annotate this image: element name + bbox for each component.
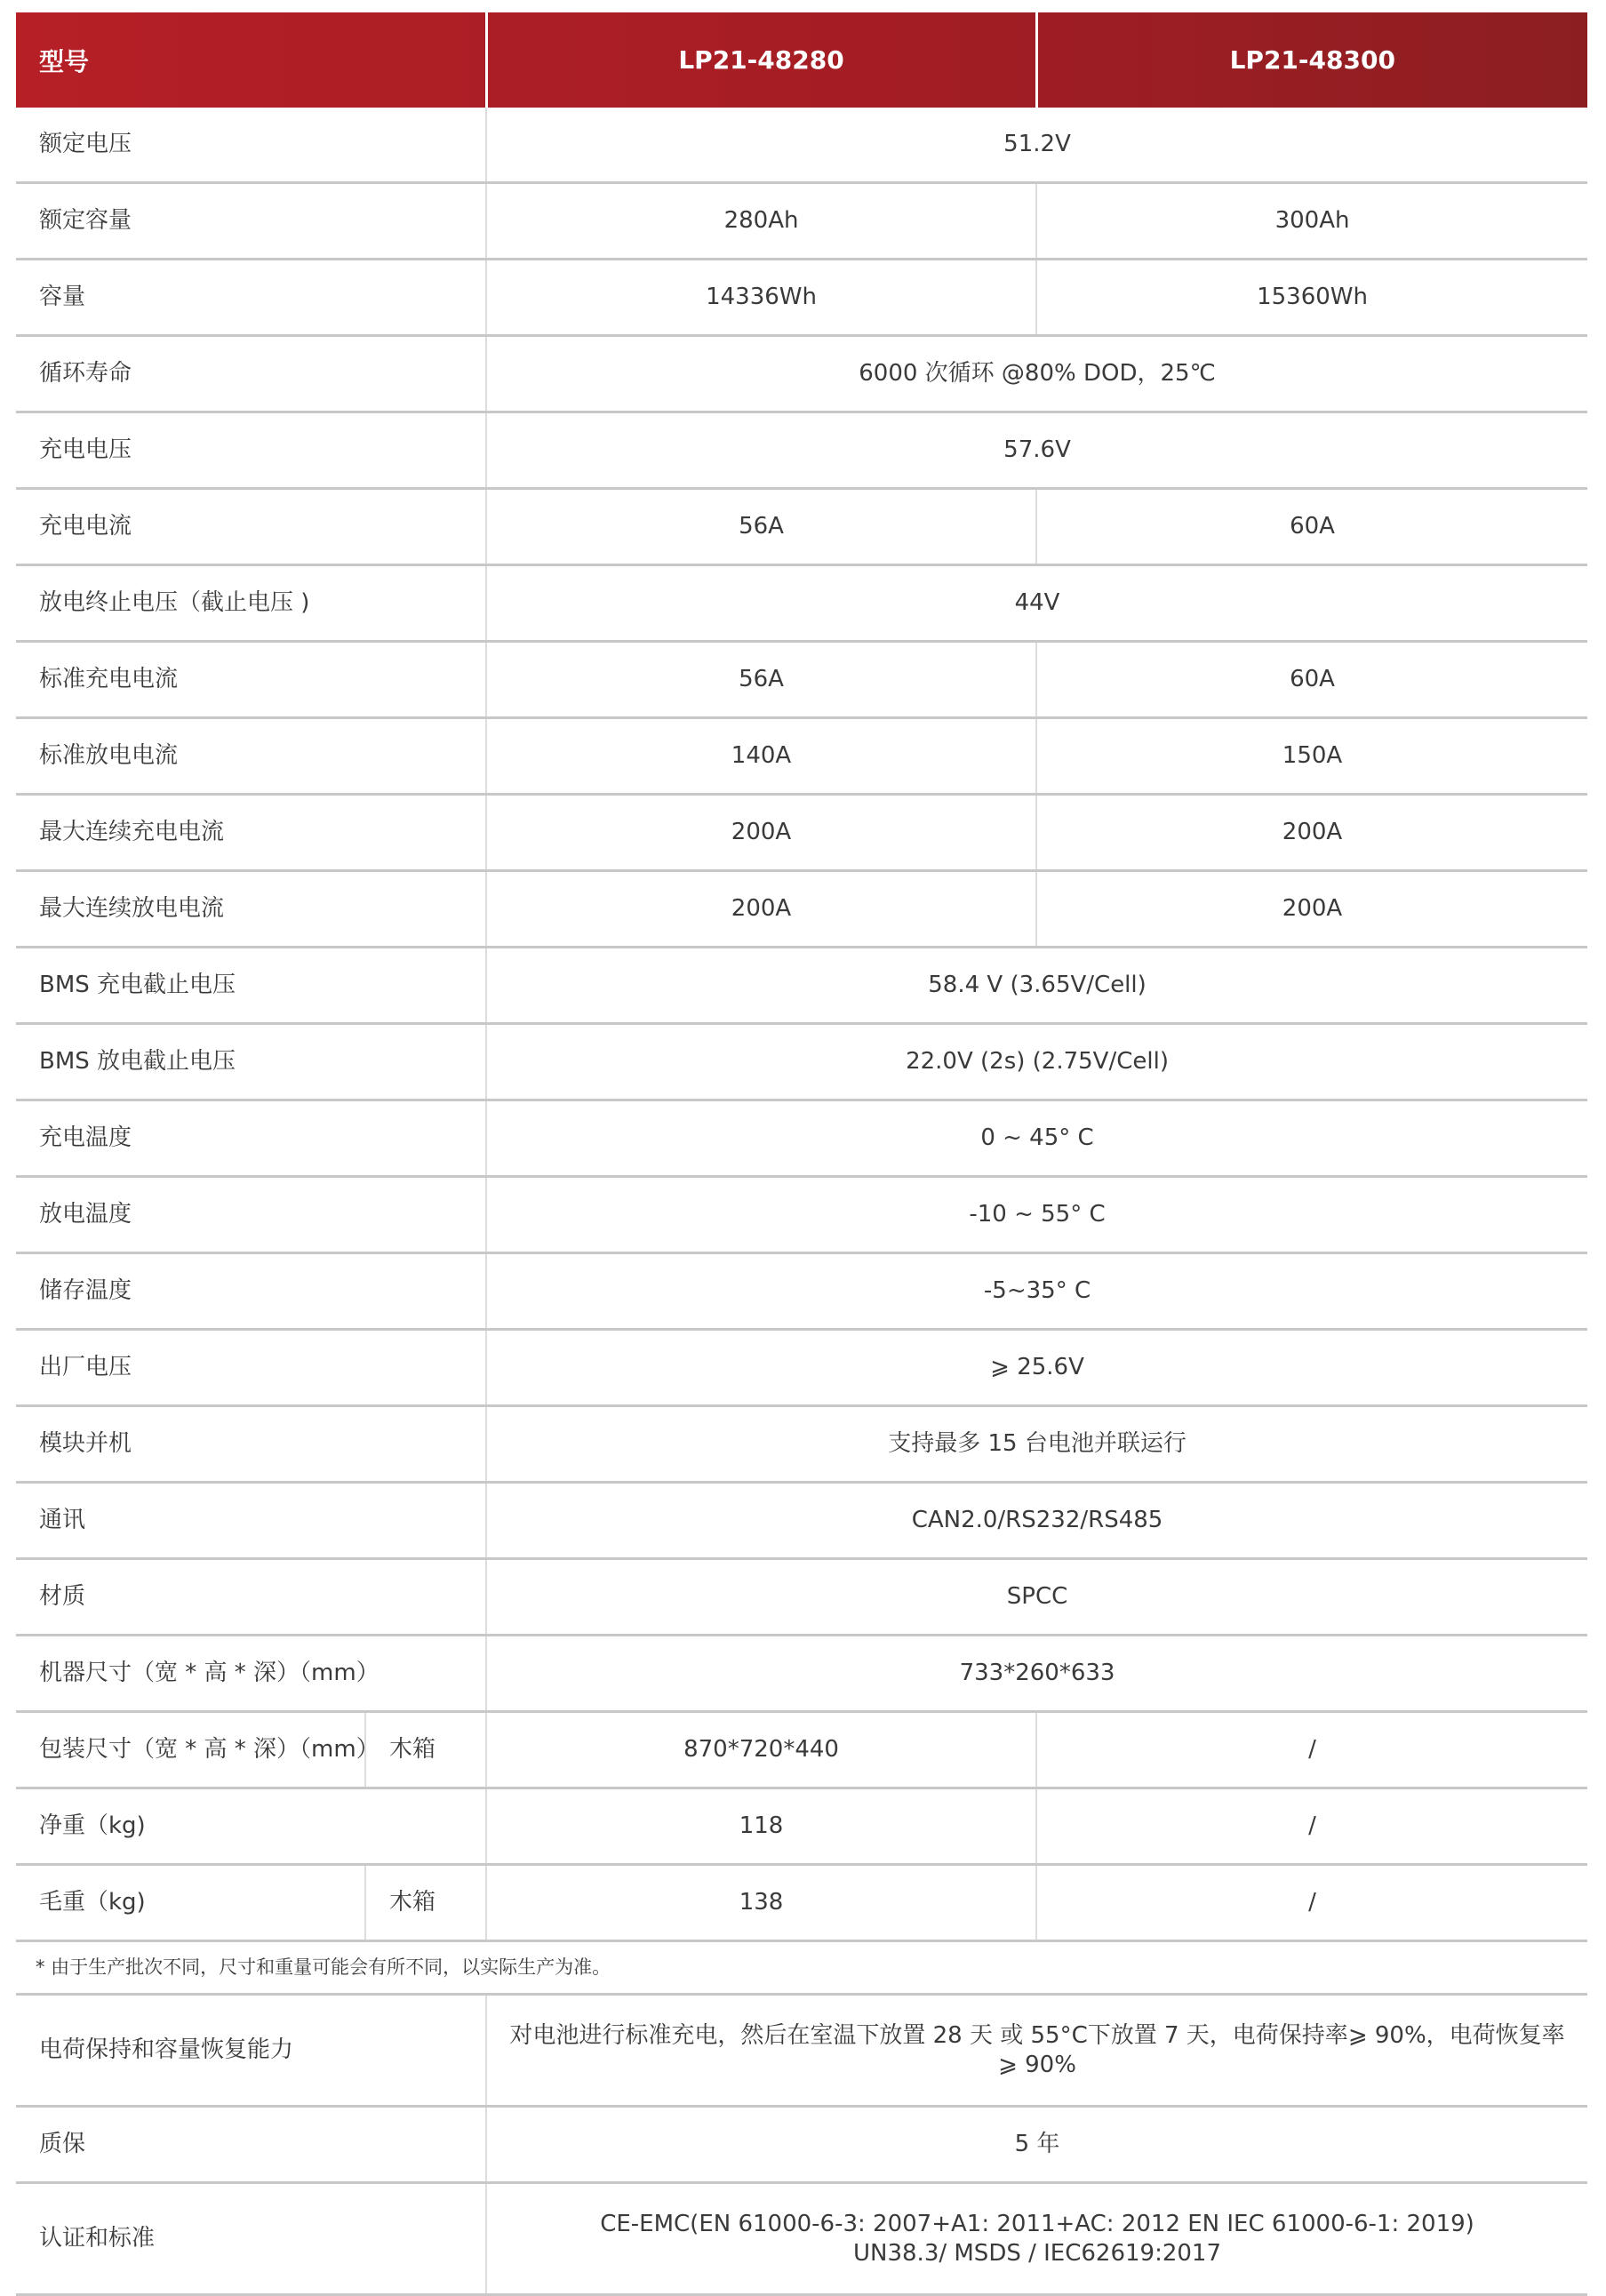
row-label: 标准放电电流 <box>16 718 486 795</box>
table-row <box>16 412 1587 489</box>
row-value-b: 60A <box>1036 642 1587 718</box>
row-value-a: 870*720*440 <box>486 1712 1036 1788</box>
table-row <box>16 1253 1587 1330</box>
row-value-b: 300Ah <box>1036 183 1587 260</box>
table-row <box>16 795 1587 871</box>
row-value-a: 200A <box>486 871 1036 948</box>
row-value <box>486 2183 1587 2295</box>
table-row <box>16 1100 1587 1177</box>
row-label: 储存温度 <box>16 1253 486 1330</box>
table-row <box>16 1995 1587 2107</box>
header-row <box>16 12 1587 108</box>
table-row <box>16 183 1587 260</box>
table-row <box>16 108 1587 183</box>
row-label: 电荷保持和容量恢复能力 <box>16 1995 486 2107</box>
row-value-a: 138 <box>486 1865 1036 1941</box>
row-label: BMS 放电截止电压 <box>16 1024 486 1100</box>
row-label: 最大连续放电电流 <box>16 871 486 948</box>
row-value-a: 140A <box>486 718 1036 795</box>
row-label: 出厂电压 <box>16 1330 486 1406</box>
row-sublabel: 木箱 <box>365 1712 486 1788</box>
value-line: ⩾ 90% <box>998 2051 1076 2078</box>
spec-table <box>16 12 1587 2296</box>
row-label: 额定电压 <box>16 108 486 183</box>
footnote: * 由于生产批次不同，尺寸和重量可能会有所不同，以实际生产为准。 <box>16 1941 1587 1995</box>
row-value-b: / <box>1036 1865 1587 1941</box>
table-row <box>16 1636 1587 1712</box>
row-label: 循环寿命 <box>16 336 486 412</box>
row-label: 充电电流 <box>16 489 486 565</box>
row-label: BMS 充电截止电压 <box>16 948 486 1024</box>
table-row <box>16 948 1587 1024</box>
row-value-a: 200A <box>486 795 1036 871</box>
row-value-b: 200A <box>1036 871 1587 948</box>
row-value-b: 60A <box>1036 489 1587 565</box>
row-label: 标准充电电流 <box>16 642 486 718</box>
table-row <box>16 2107 1587 2183</box>
table-row <box>16 565 1587 642</box>
row-label: 包装尺寸（宽 * 高 * 深）（mm） <box>16 1712 365 1788</box>
row-label: 模块并机 <box>16 1406 486 1483</box>
table-row <box>16 718 1587 795</box>
row-label: 放电温度 <box>16 1177 486 1253</box>
row-label: 通讯 <box>16 1483 486 1559</box>
row-value: 58.4 V (3.65V/Cell) <box>486 948 1587 1024</box>
row-label: 额定容量 <box>16 183 486 260</box>
table-row <box>16 1177 1587 1253</box>
table-row <box>16 1483 1587 1559</box>
row-value-a: 56A <box>486 489 1036 565</box>
row-value: ⩾ 25.6V <box>486 1330 1587 1406</box>
table-row <box>16 336 1587 412</box>
row-value: 0 ~ 45° C <box>486 1100 1587 1177</box>
row-label: 充电电压 <box>16 412 486 489</box>
table-row <box>16 260 1587 336</box>
row-label: 净重（kg) <box>16 1788 486 1865</box>
value-line: UN38.3/ MSDS / IEC62619:2017 <box>852 2239 1222 2267</box>
table-row <box>16 871 1587 948</box>
table-row <box>16 1330 1587 1406</box>
row-value-b: / <box>1036 1712 1587 1788</box>
row-label: 毛重（kg) <box>16 1865 365 1941</box>
row-value: 6000 次循环 @80% DOD，25℃ <box>486 336 1587 412</box>
row-value: -5~35° C <box>486 1253 1587 1330</box>
row-value-a: 118 <box>486 1788 1036 1865</box>
value-line: CE-EMC(EN 61000-6-3: 2007+A1: 2011+AC: 2012 EN IEC 61000-6-1: 2019) <box>600 2211 1474 2237</box>
row-value <box>486 2107 1587 2183</box>
row-value: 733*260*633 <box>486 1636 1587 1712</box>
table-row <box>16 1024 1587 1100</box>
table-row <box>16 1712 1587 1788</box>
row-value-a: 14336Wh <box>486 260 1036 336</box>
value-line: 对电池进行标准充电，然后在室温下放置 28 天 或 55°C下放置 7 天，电荷保持率⩾ 90%，电荷恢复率 <box>509 2022 1565 2049</box>
row-label: 充电温度 <box>16 1100 486 1177</box>
row-value-b: 15360Wh <box>1036 260 1587 336</box>
row-value-b: 200A <box>1036 795 1587 871</box>
row-value: -10 ~ 55° C <box>486 1177 1587 1253</box>
row-value-a: 56A <box>486 642 1036 718</box>
row-value-b: 150A <box>1036 718 1587 795</box>
row-value: 57.6V <box>486 412 1587 489</box>
value-line: 5 年 <box>1014 2131 1060 2158</box>
table-row <box>16 1788 1587 1865</box>
note-row <box>16 1941 1587 1995</box>
row-label: 容量 <box>16 260 486 336</box>
table-row <box>16 1406 1587 1483</box>
header-model-b: LP21-48300 <box>1229 45 1395 75</box>
row-value: SPCC <box>486 1559 1587 1636</box>
row-value: CAN2.0/RS232/RS485 <box>486 1483 1587 1559</box>
header-label: 型号 <box>16 12 486 108</box>
row-label: 认证和标准 <box>16 2183 486 2295</box>
row-label: 最大连续充电电流 <box>16 795 486 871</box>
table-row <box>16 489 1587 565</box>
row-value: 22.0V (2s) (2.75V/Cell) <box>486 1024 1587 1100</box>
table-row <box>16 1865 1587 1941</box>
row-value: 51.2V <box>486 108 1587 183</box>
row-value: 支持最多 15 台电池并联运行 <box>486 1406 1587 1483</box>
table-row <box>16 642 1587 718</box>
table-row <box>16 1559 1587 1636</box>
row-label: 材质 <box>16 1559 486 1636</box>
row-label: 机器尺寸（宽 * 高 * 深）（mm） <box>16 1636 486 1712</box>
row-label: 质保 <box>16 2107 486 2183</box>
row-value: 44V <box>486 565 1587 642</box>
row-label: 放电终止电压（截止电压 ) <box>16 565 486 642</box>
row-value <box>486 1995 1587 2107</box>
row-value-a: 280Ah <box>486 183 1036 260</box>
table-row <box>16 2183 1587 2295</box>
spec-body <box>16 108 1587 2295</box>
header-model-a: LP21-48280 <box>486 12 1036 108</box>
row-value-b: / <box>1036 1788 1587 1865</box>
row-sublabel: 木箱 <box>365 1865 486 1941</box>
